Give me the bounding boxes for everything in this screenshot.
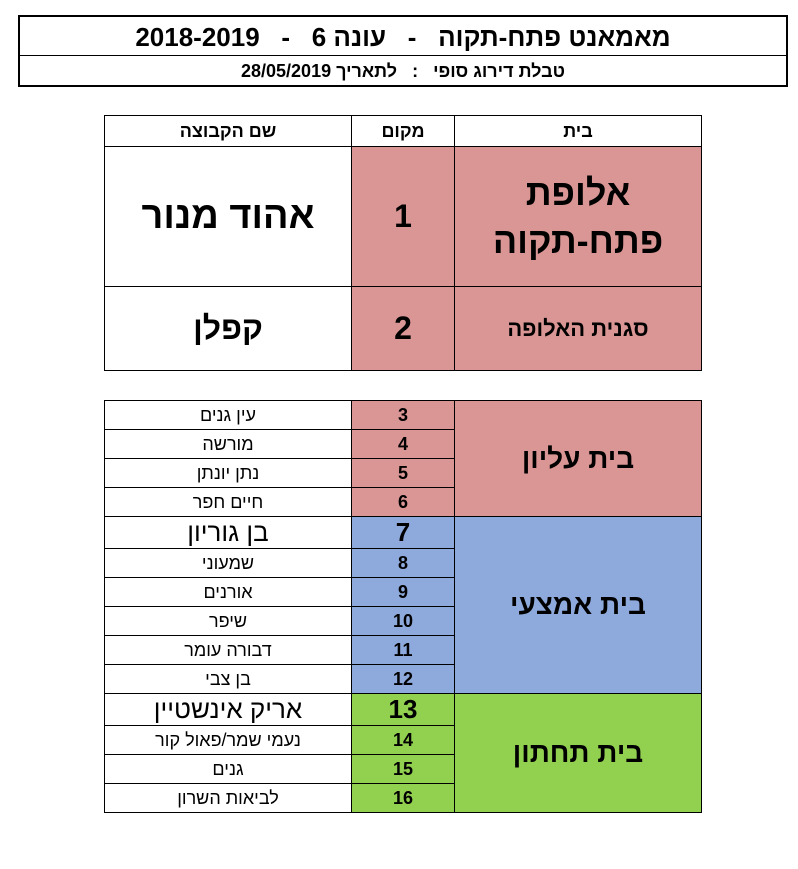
header-row xyxy=(105,116,702,147)
title-years: 2018-2019 xyxy=(135,22,260,52)
deputy-team: קפלן xyxy=(105,287,352,371)
place-number: 4 xyxy=(352,430,455,459)
table-row xyxy=(105,517,702,549)
team-name: נעמי שמר/פאול קור xyxy=(105,726,352,755)
place-number: 16 xyxy=(352,784,455,813)
team-name: בן צבי xyxy=(105,665,352,694)
subtitle-date: לתאריך 28/05/2019 xyxy=(241,61,398,81)
column-header-team: שם הקבוצה xyxy=(105,116,352,147)
champions-table xyxy=(104,115,702,371)
column-header-house: בית xyxy=(455,116,702,147)
champion-row xyxy=(105,147,702,287)
page-title xyxy=(18,15,788,56)
team-name: אורנים xyxy=(105,578,352,607)
team-name: נתן יונתן xyxy=(105,459,352,488)
place-number: 12 xyxy=(352,665,455,694)
title-separator: - xyxy=(407,22,417,52)
title-separator-2: - xyxy=(281,22,291,52)
team-name: חיים חפר xyxy=(105,488,352,517)
deputy-place: 2 xyxy=(352,287,455,371)
title-league: מאמאנט פתח-תקוה xyxy=(438,22,671,52)
house-lower: בית תחתון xyxy=(455,694,702,813)
place-number: 7 xyxy=(352,517,455,549)
place-number: 13 xyxy=(352,694,455,726)
title-season: עונה 6 xyxy=(311,22,387,52)
place-number: 14 xyxy=(352,726,455,755)
place-number: 8 xyxy=(352,549,455,578)
team-name: לביאות השרון xyxy=(105,784,352,813)
team-name: עין גנים xyxy=(105,401,352,430)
champion-house-line1: אלופת xyxy=(525,171,631,213)
place-number: 10 xyxy=(352,607,455,636)
subtitle-label: טבלת דירוג סופי xyxy=(433,61,565,81)
team-name: מורשה xyxy=(105,430,352,459)
house-middle: בית אמצעי xyxy=(455,517,702,694)
column-header-place: מקום xyxy=(352,116,455,147)
page-subtitle xyxy=(18,56,788,87)
team-name: שיפר xyxy=(105,607,352,636)
place-number: 9 xyxy=(352,578,455,607)
champion-house-line2: פתח-תקוה xyxy=(492,219,664,261)
table-row xyxy=(105,401,702,430)
place-number: 11 xyxy=(352,636,455,665)
place-number: 15 xyxy=(352,755,455,784)
champion-house xyxy=(455,147,702,287)
deputy-row xyxy=(105,287,702,371)
houses-table xyxy=(104,400,702,813)
subtitle-separator: : xyxy=(412,61,419,81)
champion-team: אהוד מנור xyxy=(105,147,352,287)
team-name: בן גוריון xyxy=(105,517,352,549)
team-name: דבורה עומר xyxy=(105,636,352,665)
team-name: גנים xyxy=(105,755,352,784)
team-name: אריק אינשטיין xyxy=(105,694,352,726)
champion-place: 1 xyxy=(352,147,455,287)
table-row xyxy=(105,694,702,726)
house-upper: בית עליון xyxy=(455,401,702,517)
place-number: 6 xyxy=(352,488,455,517)
place-number: 5 xyxy=(352,459,455,488)
deputy-house: סגנית האלופה xyxy=(455,287,702,371)
team-name: שמעוני xyxy=(105,549,352,578)
place-number: 3 xyxy=(352,401,455,430)
